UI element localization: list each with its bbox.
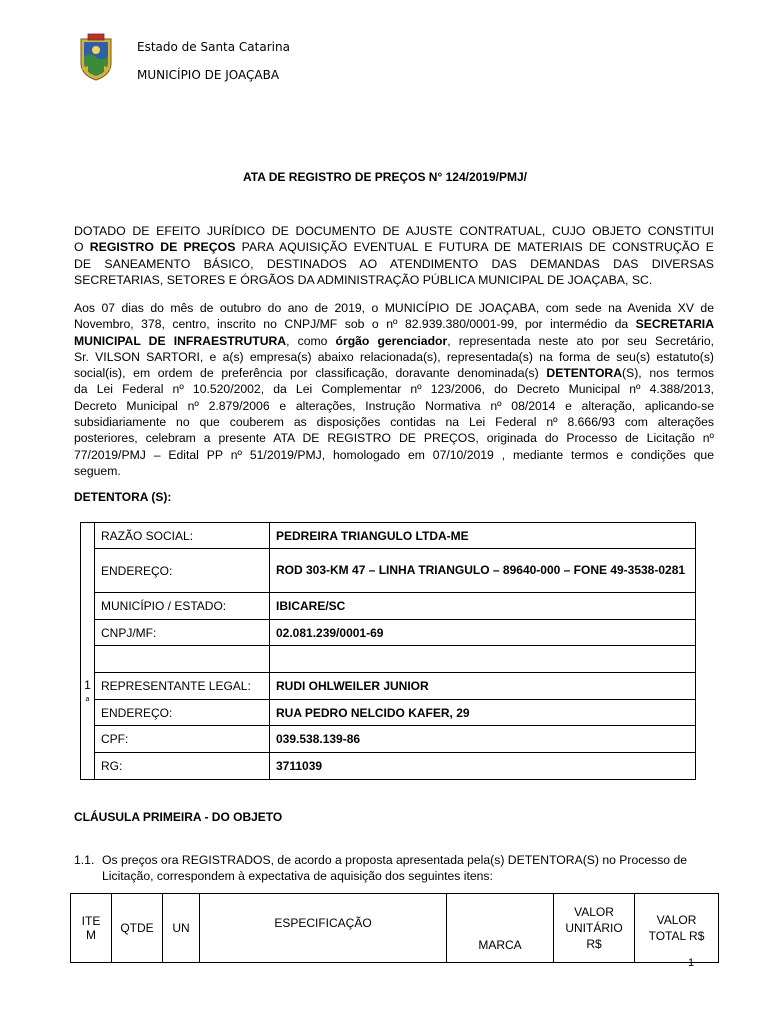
clause-1-title: CLÁUSULA PRIMEIRA - DO OBJETO (74, 810, 283, 824)
body-paragraph-line: 77/2019/PMJ – Edital PP nº 51/2019/PMJ, homologado em 07/10/2019 , mediante termos e condições que (74, 447, 714, 462)
col-qtde-header: QTDE (112, 894, 163, 963)
holder-field-label: MUNICÍPIO / ESTADO: (95, 593, 270, 620)
body-paragraph-line: social(is), em ordem de preferência por classificação, doravante denominada(s) DETENTORA(S), nos termos (74, 366, 714, 381)
clause-item-text: Os preços ora REGISTRADOS, de acordo a proposta apresentada pela(s) DETENTORA(S) no Processo de Licitação, correspondem à expectativa de aquisição dos seguintes itens: (102, 853, 688, 883)
holder-field-label: ENDEREÇO: (95, 700, 270, 726)
intro-paragraph-line: O REGISTRO DE PREÇOS PARA AQUISIÇÃO EVENTUAL E FUTURA DE MATERIAIS DE CONSTRUÇÃO E (74, 240, 714, 255)
body-paragraph-line: posteriores, celebram a presente ATA DE REGISTRO DE PREÇOS, originada do Processo de Licitação nº (74, 431, 714, 446)
col-un-header: UN (163, 894, 200, 963)
holder-index-sup: a (85, 695, 90, 703)
body-paragraph-line: Aos 07 dias do mês de outubro do ano de 2019, o MUNICÍPIO DE JOAÇABA, com sede na Avenida XV de (74, 301, 714, 315)
holder-row (81, 549, 696, 593)
municipality-name: MUNICÍPIO DE JOAÇABA (137, 68, 280, 82)
document-title: ATA DE REGISTRO DE PREÇOS N° 124/2019/PMJ/ (243, 170, 527, 184)
col-spec-header: ESPECIFICAÇÃO (200, 894, 447, 963)
holder-row (81, 726, 696, 753)
clause-item-number: 1.1. (74, 853, 95, 867)
holder-table (80, 522, 696, 780)
holder-field-label: RAZÃO SOCIAL: (95, 523, 270, 549)
holder-field-value: ROD 303-KM 47 – LINHA TRIANGULO – 89640-000 – FONE 49-3538-0281 (270, 549, 696, 593)
body-paragraph-line: da Lei Federal nº 10.520/2002, da Lei Complementar nº 123/2006, do Decreto Municipal nº 4.388/2013, (74, 382, 714, 397)
holder-row (81, 753, 696, 780)
holder-field-value: 02.081.239/0001-69 (270, 620, 696, 646)
state-name: Estado de Santa Catarina (137, 40, 290, 54)
holder-field-value: IBICARE/SC (270, 593, 696, 620)
col-item-header: ITE M (71, 894, 112, 963)
holder-field-value: RUA PEDRO NELCIDO KAFER, 29 (270, 700, 696, 726)
holder-field-label (95, 646, 270, 673)
holder-index (81, 523, 95, 780)
holder-field-label: ENDEREÇO: (95, 549, 270, 593)
body-paragraph-line: subsidiariamente no que couberem as disposições contidas na Lei Federal nº 8.666/93 com alterações (74, 415, 714, 430)
intro-paragraph (74, 223, 714, 288)
intro-paragraph-line: SECRETARIAS, SETORES E ÓRGÃOS DA ADMINISTRAÇÃO PÚBLICA MUNICIPAL DE JOAÇABA, SC. (74, 272, 653, 287)
col-marca-header: MARCA (447, 894, 554, 963)
holder-row (81, 620, 696, 646)
holder-row (81, 593, 696, 620)
holder-field-value: 039.538.139-86 (270, 726, 696, 753)
items-table (70, 893, 719, 963)
col-unit-value-header: VALOR UNITÁRIO R$ (554, 894, 635, 963)
body-paragraph-line: Sr. VILSON SARTORI, e a(s) empresa(s) abaixo relacionada(s), representada(s) na forma de seu(s) estatuto(s) (74, 349, 714, 364)
body-paragraph-line: Decreto Municipal nº 2.879/2006 e alterações, Instrução Normativa nº 08/2014 e alteração, aplicando-se (74, 398, 714, 413)
holder-field-label: RG: (95, 753, 270, 780)
holder-section-title: DETENTORA (S): (74, 490, 172, 504)
col-total-value-header: VALOR TOTAL R$ (635, 894, 719, 963)
holder-row (81, 523, 696, 549)
holder-row (81, 700, 696, 726)
holder-row (81, 646, 696, 673)
body-paragraph-line: Novembro, 378, centro, inscrito no CNPJ/MF sob o nº 82.939.380/0001-99, por intermédio da SECRETARIA (74, 317, 714, 332)
body-paragraph (74, 300, 714, 479)
page-number: 1 (688, 957, 695, 969)
holder-field-value (270, 646, 696, 673)
holder-field-value: 3711039 (270, 753, 696, 780)
body-paragraph-line: MUNICIPAL DE INFRAESTRUTURA, como órgão gerenciador, representada neste ato por seu Secretário, (74, 333, 714, 348)
holder-field-label: REPRESENTANTE LEGAL: (95, 673, 270, 700)
holder-field-label: CNPJ/MF: (95, 620, 270, 646)
body-paragraph-line: seguem. (74, 463, 121, 478)
holder-row (81, 673, 696, 700)
intro-paragraph-line: DE SANEAMENTO BÁSICO, DESTINADOS AO ATENDIMENTO DAS DEMANDAS DAS DIVERSAS (74, 256, 714, 271)
holder-field-value: RUDI OHLWEILER JUNIOR (270, 673, 696, 700)
municipal-crest-icon (78, 33, 114, 81)
intro-paragraph-line: DOTADO DE EFEITO JURÍDICO DE DOCUMENTO DE AJUSTE CONTRATUAL, CUJO OBJETO CONSTITUI (74, 224, 714, 238)
holder-field-label: CPF: (95, 726, 270, 753)
holder-index-number: 1 (84, 677, 91, 692)
holder-field-value: PEDREIRA TRIANGULO LTDA-ME (270, 523, 696, 549)
